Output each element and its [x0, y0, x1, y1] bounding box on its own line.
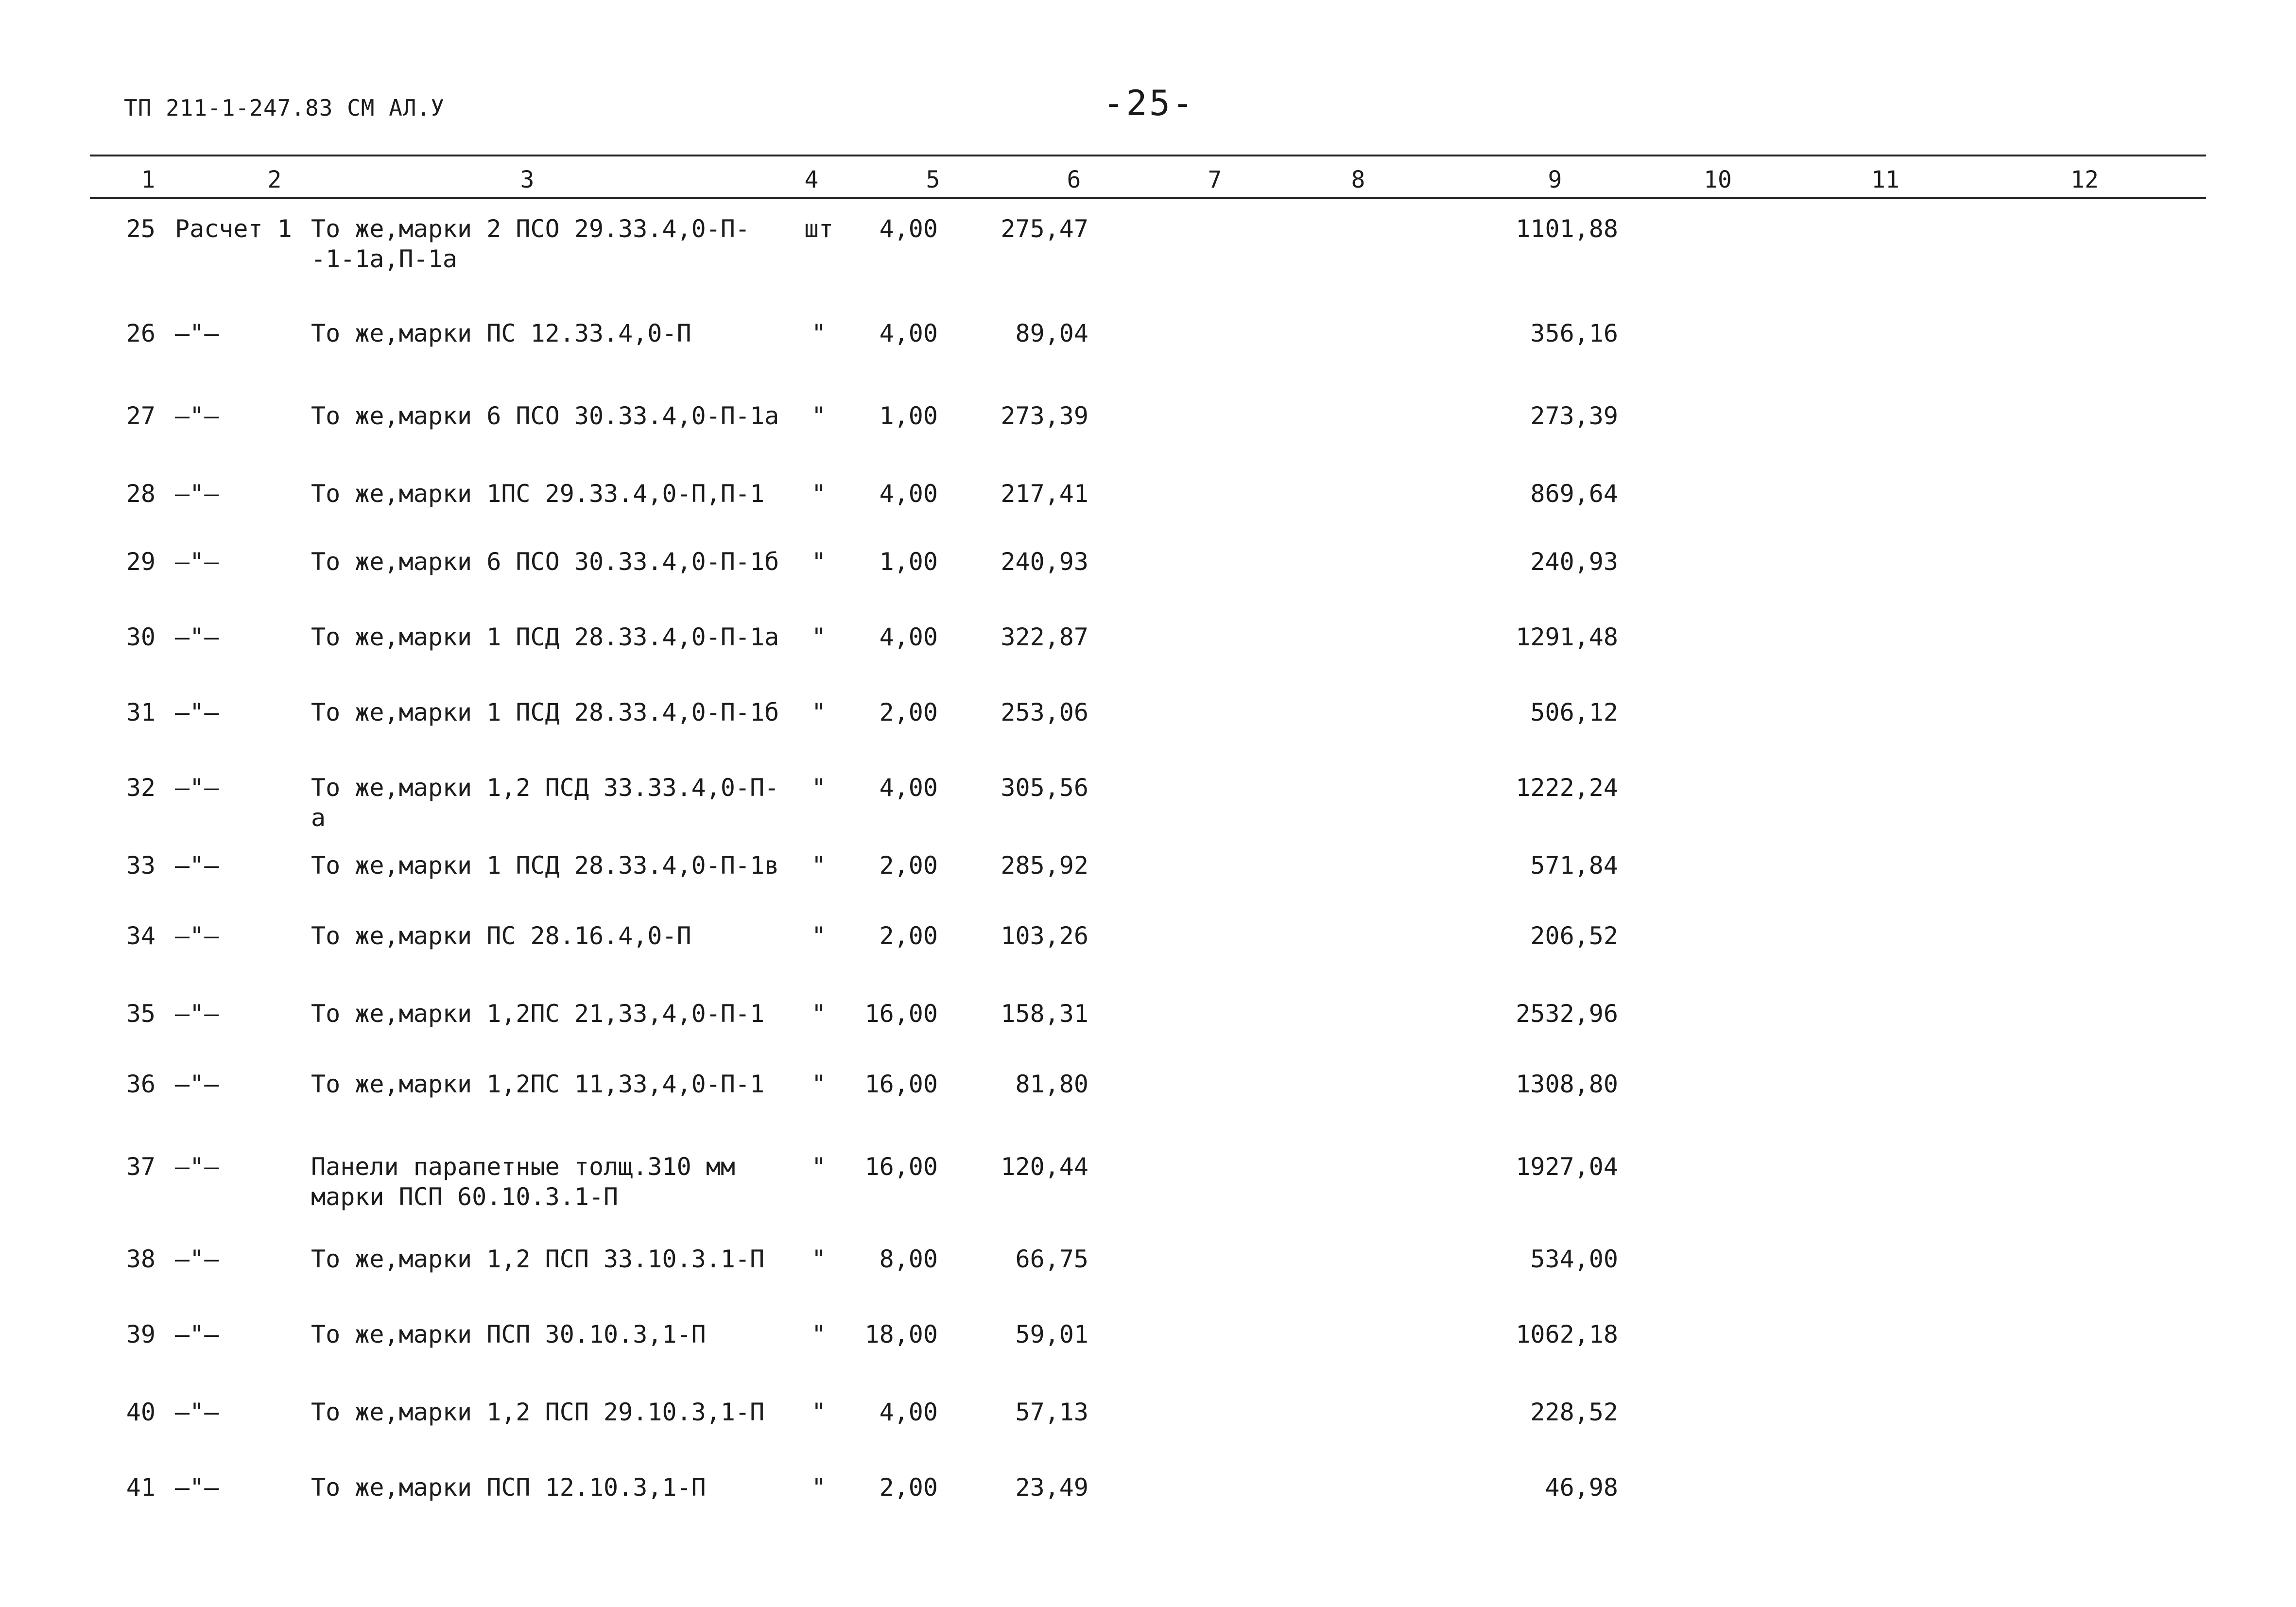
column-header-1: 1 — [141, 166, 155, 193]
row-total: 1062,18 — [1516, 1320, 1618, 1348]
header-rule-top — [90, 155, 2206, 156]
table-row — [0, 999, 2296, 1071]
row-unit: " — [811, 1153, 827, 1181]
row-unit: " — [811, 623, 827, 651]
row-quantity: 4,00 — [879, 215, 938, 243]
row-total: 534,00 — [1530, 1245, 1618, 1273]
row-total: 571,84 — [1530, 851, 1618, 880]
row-unit-price: 81,80 — [1015, 1070, 1088, 1098]
row-quantity: 2,00 — [879, 922, 938, 950]
row-unit-price: 23,49 — [1015, 1473, 1088, 1502]
table-row — [0, 622, 2296, 695]
row-total: 356,16 — [1530, 319, 1618, 347]
row-description: То же,марки 2 ПСО 29.33.4,0-П--1-1а,П-1а — [311, 215, 750, 273]
row-unit-price: 275,47 — [1001, 215, 1088, 243]
column-header-5: 5 — [926, 166, 940, 193]
row-quantity: 4,00 — [879, 774, 938, 802]
row-basis: —"— — [175, 402, 219, 430]
column-header-3: 3 — [520, 166, 535, 193]
header-rule-bottom — [90, 197, 2206, 199]
row-unit: " — [811, 1473, 827, 1502]
row-unit: " — [811, 851, 827, 880]
row-description: То же,марки 1 ПСД 28.33.4,0-П-1в — [311, 851, 779, 880]
table-row — [0, 547, 2296, 620]
table-row — [0, 214, 2296, 287]
row-number: 27 — [126, 402, 155, 430]
row-unit: " — [811, 922, 827, 950]
row-unit: " — [811, 319, 827, 347]
row-quantity: 18,00 — [864, 1320, 938, 1348]
row-unit: " — [811, 774, 827, 802]
row-total: 206,52 — [1530, 922, 1618, 950]
row-number: 34 — [126, 922, 155, 950]
table-row — [0, 1152, 2296, 1225]
column-header-7: 7 — [1208, 166, 1222, 193]
row-basis: —"— — [175, 1320, 219, 1348]
row-unit: шт — [804, 215, 834, 243]
row-total: 2532,96 — [1516, 1000, 1618, 1028]
row-description: То же,марки 1 ПСД 28.33.4,0-П-1б — [311, 698, 779, 726]
table-row — [0, 318, 2296, 391]
row-description: То же,марки ПСП 30.10.3,1-П — [311, 1320, 706, 1348]
row-quantity: 4,00 — [879, 480, 938, 508]
table-row — [0, 850, 2296, 923]
row-number: 36 — [126, 1070, 155, 1098]
row-unit-price: 57,13 — [1015, 1398, 1088, 1426]
row-description: То же,марки 1 ПСД 28.33.4,0-П-1а — [311, 623, 779, 651]
row-total: 1927,04 — [1516, 1153, 1618, 1181]
row-unit: " — [811, 1000, 827, 1028]
row-unit: " — [811, 548, 827, 576]
row-unit-price: 273,39 — [1001, 402, 1088, 430]
row-unit: " — [811, 480, 827, 508]
table-row — [0, 1472, 2296, 1545]
row-quantity: 16,00 — [864, 1070, 938, 1098]
row-number: 31 — [126, 698, 155, 726]
row-unit: " — [811, 698, 827, 726]
row-unit-price: 217,41 — [1001, 480, 1088, 508]
row-quantity: 1,00 — [879, 548, 938, 576]
row-unit: " — [811, 402, 827, 430]
row-basis: —"— — [175, 1000, 219, 1028]
column-header-12: 12 — [2071, 166, 2099, 193]
row-number: 28 — [126, 480, 155, 508]
row-quantity: 2,00 — [879, 1473, 938, 1502]
row-basis: —"— — [175, 548, 219, 576]
row-number: 25 — [126, 215, 155, 243]
row-unit-price: 253,06 — [1001, 698, 1088, 726]
row-total: 1291,48 — [1516, 623, 1618, 651]
row-basis: —"— — [175, 623, 219, 651]
row-description: То же,марки 1,2 ПСД 33.33.4,0-П-а — [311, 774, 779, 832]
row-total: 228,52 — [1530, 1398, 1618, 1426]
row-number: 33 — [126, 851, 155, 880]
table-row — [0, 1319, 2296, 1392]
row-basis: —"— — [175, 1473, 219, 1502]
row-quantity: 4,00 — [879, 1398, 938, 1426]
row-unit: " — [811, 1320, 827, 1348]
column-header-11: 11 — [1871, 166, 1899, 193]
row-unit: " — [811, 1245, 827, 1273]
row-number: 39 — [126, 1320, 155, 1348]
table-row — [0, 773, 2296, 846]
row-description: То же,марки ПС 12.33.4,0-П — [311, 319, 691, 347]
row-quantity: 2,00 — [879, 698, 938, 726]
row-total: 1101,88 — [1516, 215, 1618, 243]
row-unit-price: 322,87 — [1001, 623, 1088, 651]
row-unit-price: 240,93 — [1001, 548, 1088, 576]
row-total: 869,64 — [1530, 480, 1618, 508]
row-basis: —"— — [175, 774, 219, 802]
row-description: То же,марки 6 ПСО 30.33.4,0-П-1а — [311, 402, 779, 430]
row-number: 38 — [126, 1245, 155, 1273]
row-number: 26 — [126, 319, 155, 347]
row-quantity: 16,00 — [864, 1000, 938, 1028]
row-unit-price: 59,01 — [1015, 1320, 1088, 1348]
row-unit-price: 305,56 — [1001, 774, 1088, 802]
row-basis: —"— — [175, 1245, 219, 1273]
row-number: 41 — [126, 1473, 155, 1502]
column-header-2: 2 — [267, 166, 282, 193]
row-number: 29 — [126, 548, 155, 576]
row-basis: —"— — [175, 698, 219, 726]
row-description: То же,марки ПС 28.16.4,0-П — [311, 922, 691, 950]
column-header-4: 4 — [804, 166, 819, 193]
row-number: 37 — [126, 1153, 155, 1181]
row-quantity: 16,00 — [864, 1153, 938, 1181]
row-basis: —"— — [175, 319, 219, 347]
row-unit-price: 66,75 — [1015, 1245, 1088, 1273]
row-description: Панели парапетные толщ.310 мм марки ПСП 60.10.3.1-П — [311, 1153, 735, 1211]
row-number: 40 — [126, 1398, 155, 1426]
table-row — [0, 1244, 2296, 1317]
column-header-10: 10 — [1704, 166, 1732, 193]
row-total: 1308,80 — [1516, 1070, 1618, 1098]
table-row — [0, 479, 2296, 552]
table-row — [0, 697, 2296, 770]
row-quantity: 1,00 — [879, 402, 938, 430]
row-unit: " — [811, 1070, 827, 1098]
row-quantity: 4,00 — [879, 319, 938, 347]
row-number: 32 — [126, 774, 155, 802]
row-unit-price: 103,26 — [1001, 922, 1088, 950]
row-description: То же,марки 1,2ПС 11,33,4,0-П-1 — [311, 1070, 765, 1098]
row-description: То же,марки 1ПС 29.33.4,0-П,П-1 — [311, 480, 765, 508]
document-code: ТП 211-1-247.83 СМ АЛ.У — [124, 95, 445, 121]
row-basis: —"— — [175, 851, 219, 880]
row-quantity: 2,00 — [879, 851, 938, 880]
row-description: То же,марки 6 ПСО 30.33.4,0-П-1б — [311, 548, 779, 576]
row-unit-price: 120,44 — [1001, 1153, 1088, 1181]
table-row — [0, 401, 2296, 474]
row-basis: —"— — [175, 922, 219, 950]
row-unit-price: 89,04 — [1015, 319, 1088, 347]
row-unit-price: 158,31 — [1001, 1000, 1088, 1028]
row-quantity: 8,00 — [879, 1245, 938, 1273]
column-header-8: 8 — [1351, 166, 1365, 193]
row-description: То же,марки 1,2 ПСП 29.10.3,1-П — [311, 1398, 765, 1426]
table-row — [0, 921, 2296, 994]
row-description: То же,марки ПСП 12.10.3,1-П — [311, 1473, 706, 1502]
row-number: 35 — [126, 1000, 155, 1028]
page-number: -25- — [1103, 83, 1195, 123]
row-total: 1222,24 — [1516, 774, 1618, 802]
row-basis: Расчет 1 — [175, 215, 292, 243]
row-total: 273,39 — [1530, 402, 1618, 430]
row-basis: —"— — [175, 480, 219, 508]
column-header-9: 9 — [1548, 166, 1562, 193]
column-header-6: 6 — [1067, 166, 1081, 193]
row-total: 240,93 — [1530, 548, 1618, 576]
row-basis: —"— — [175, 1153, 219, 1181]
row-basis: —"— — [175, 1070, 219, 1098]
row-basis: —"— — [175, 1398, 219, 1426]
row-total: 46,98 — [1545, 1473, 1618, 1502]
row-description: То же,марки 1,2ПС 21,33,4,0-П-1 — [311, 1000, 765, 1028]
row-quantity: 4,00 — [879, 623, 938, 651]
table-row — [0, 1069, 2296, 1142]
row-total: 506,12 — [1530, 698, 1618, 726]
row-unit-price: 285,92 — [1001, 851, 1088, 880]
table-row — [0, 1397, 2296, 1470]
row-description: То же,марки 1,2 ПСП 33.10.3.1-П — [311, 1245, 765, 1273]
row-unit: " — [811, 1398, 827, 1426]
row-number: 30 — [126, 623, 155, 651]
